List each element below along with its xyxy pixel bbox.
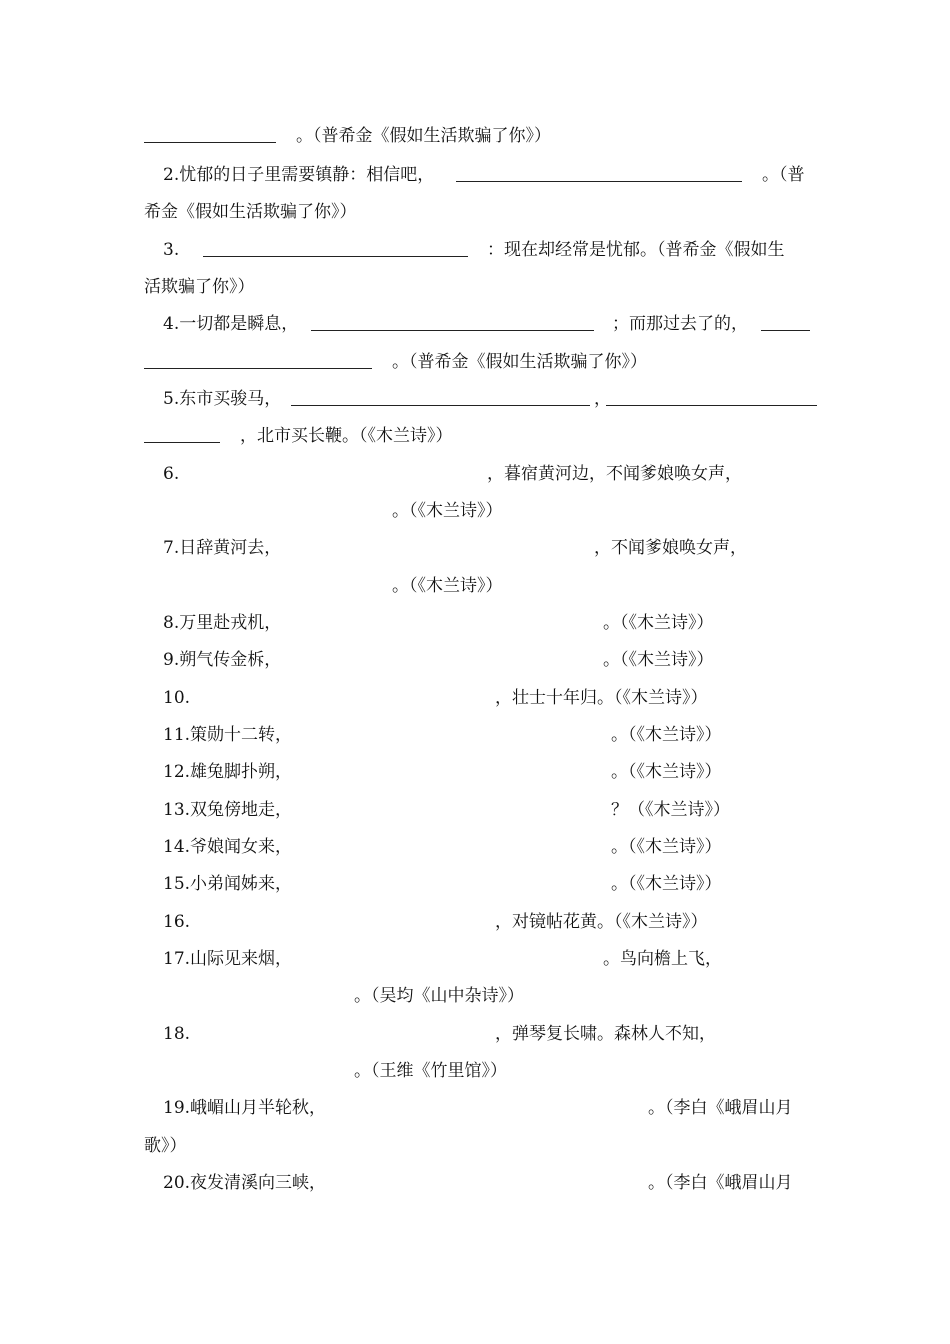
worksheet-line	[0, 1093, 950, 1123]
line-text: 20.夜发清溪向三峡，	[163, 1173, 327, 1193]
answer-blank-line	[144, 368, 372, 369]
line-text: 。鸟向檐上飞，	[603, 949, 722, 969]
worksheet-line	[0, 1056, 950, 1086]
worksheet-line	[0, 757, 950, 787]
line-text: 。（王维《竹里馆》）	[354, 1061, 507, 1081]
line-text: ，弹琴复长啸。森林人不知，	[495, 1024, 716, 1044]
line-text: 15.小弟闻姊来，	[163, 874, 293, 894]
line-text: 3.	[163, 240, 180, 260]
worksheet-line	[0, 421, 950, 451]
line-text: ，暮宿黄河边，不闻爹娘唤女声，	[487, 464, 742, 484]
line-text: ，壮士十年归。（《木兰诗》）	[495, 688, 708, 708]
line-text: 希金《假如生活欺骗了你》）	[144, 202, 357, 222]
line-text: ，北市买长鞭。（《木兰诗》）	[240, 426, 453, 446]
worksheet-line	[0, 683, 950, 713]
worksheet-line	[0, 720, 950, 750]
answer-blank-line	[203, 256, 468, 257]
line-text: 。（普	[762, 165, 805, 185]
worksheet-line	[0, 907, 950, 937]
line-text: 14.爷娘闻女来，	[163, 837, 293, 857]
worksheet-line	[0, 869, 950, 899]
worksheet-line	[0, 235, 950, 265]
line-text: ，不闻爹娘唤女声，	[594, 538, 747, 558]
line-text: 。（《木兰诗》）	[392, 501, 503, 521]
worksheet-line	[0, 1168, 950, 1198]
line-text: 歌》）	[144, 1136, 187, 1156]
answer-blank-line	[606, 405, 817, 406]
line-text: 19.峨嵋山月半轮秋，	[163, 1098, 327, 1118]
line-text: 18.	[163, 1024, 191, 1044]
answer-blank-line	[144, 142, 276, 143]
answer-blank-line	[311, 330, 594, 331]
line-text: 。（李白《峨眉山月	[648, 1173, 793, 1193]
worksheet-line	[0, 944, 950, 974]
worksheet-line	[0, 160, 950, 190]
worksheet-line	[0, 384, 950, 414]
worksheet-line	[0, 496, 950, 526]
worksheet-line	[0, 608, 950, 638]
line-text: 11.策勋十二转，	[163, 725, 293, 745]
line-text: 。（《木兰诗》）	[603, 613, 714, 633]
worksheet-line	[0, 347, 950, 377]
line-text: 5.东市买骏马，	[163, 389, 282, 409]
worksheet-line	[0, 645, 950, 675]
line-text: 。（普希金《假如生活欺骗了你》）	[392, 352, 647, 372]
line-text: ：现在却经常是忧郁。（普希金《假如生	[487, 240, 785, 260]
line-text: 。（《木兰诗》）	[611, 874, 722, 894]
worksheet-line	[0, 795, 950, 825]
answer-blank-line	[291, 405, 590, 406]
line-text: 16.	[163, 912, 191, 932]
line-text: 6.	[163, 464, 180, 484]
line-text: 。（《木兰诗》）	[611, 837, 722, 857]
line-text: ；而那过去了的，	[612, 314, 748, 334]
line-text: 活欺骗了你》）	[144, 277, 255, 297]
line-text: 。（《木兰诗》）	[611, 725, 722, 745]
answer-blank-line	[761, 330, 810, 331]
line-text: ？（《木兰诗》）	[611, 800, 730, 820]
line-text: 12.雄兔脚扑朔，	[163, 762, 293, 782]
line-text: 8.万里赴戎机，	[163, 613, 282, 633]
line-text: 。（李白《峨眉山月	[648, 1098, 793, 1118]
worksheet-line	[0, 1131, 950, 1161]
line-text: 。（《木兰诗》）	[392, 576, 503, 596]
worksheet-line	[0, 272, 950, 302]
worksheet-line	[0, 981, 950, 1011]
answer-blank-line	[456, 181, 742, 182]
worksheet-line	[0, 459, 950, 489]
line-text: ，	[594, 389, 611, 409]
line-text: 10.	[163, 688, 191, 708]
line-text: 2.忧郁的日子里需要镇静：相信吧，	[163, 165, 435, 185]
line-text: 4.一切都是瞬息，	[163, 314, 299, 334]
line-text: 7.日辞黄河去，	[163, 538, 282, 558]
line-text: 。（普希金《假如生活欺骗了你》）	[296, 126, 551, 146]
line-text: 13.双兔傍地走，	[163, 800, 293, 820]
worksheet-line	[0, 571, 950, 601]
worksheet-line	[0, 197, 950, 227]
worksheet-line	[0, 832, 950, 862]
line-text: 。（吴均《山中杂诗》）	[354, 986, 524, 1006]
worksheet-line	[0, 1019, 950, 1049]
answer-blank-line	[144, 442, 220, 443]
worksheet-line	[0, 309, 950, 339]
line-text: 9.朔气传金柝，	[163, 650, 282, 670]
worksheet-line	[0, 533, 950, 563]
line-text: 17.山际见来烟，	[163, 949, 293, 969]
line-text: 。（《木兰诗》）	[603, 650, 714, 670]
line-text: ，对镜帖花黄。（《木兰诗》）	[495, 912, 708, 932]
line-text: 。（《木兰诗》）	[611, 762, 722, 782]
worksheet-line	[0, 121, 950, 151]
